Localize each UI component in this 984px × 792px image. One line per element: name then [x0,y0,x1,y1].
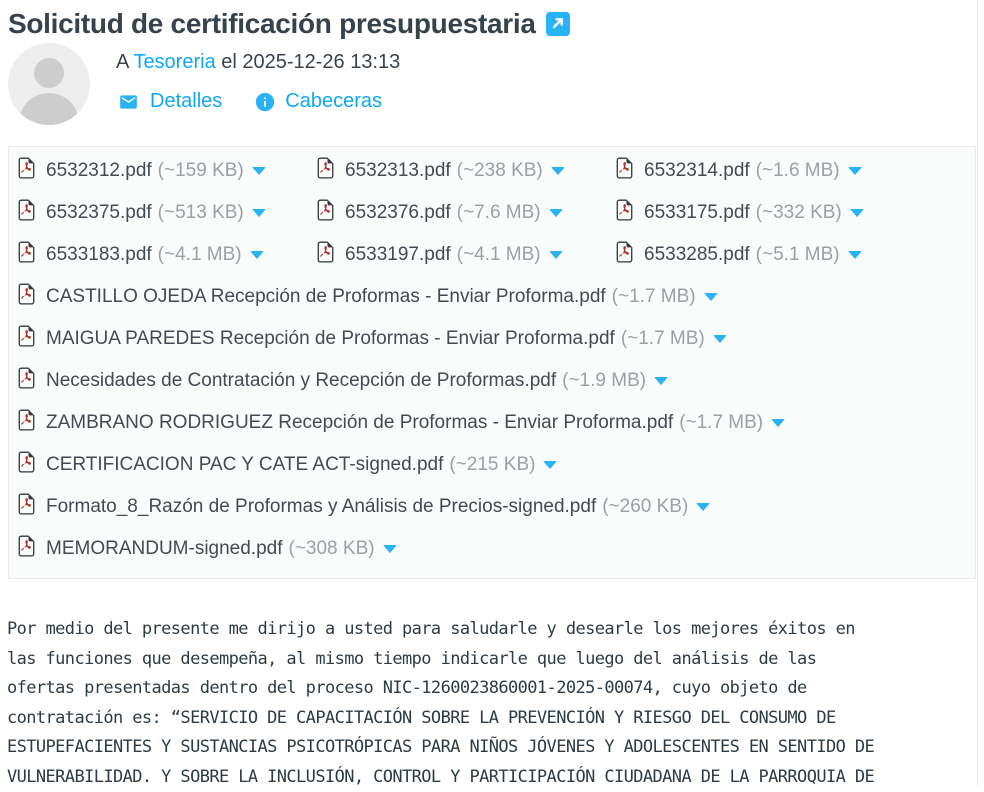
details-button[interactable] [116,90,222,113]
attachment-size: (~332 KB) [756,202,842,224]
attachment-name[interactable]: MAIGUA PAREDES Recepción de Proformas - Enviar Proforma.pdf [46,328,615,350]
attachment-size: (~1.7 MB) [679,412,763,434]
attachment-item[interactable] [612,150,911,192]
avatar-shoulders-icon [19,93,79,125]
attachment-size: (~260 KB) [602,496,688,518]
attachment-item[interactable] [14,192,313,234]
pdf-file-icon [16,407,37,439]
pdf-file-icon [16,155,37,187]
chevron-down-icon[interactable] [549,251,563,259]
attachment-size: (~4.1 MB) [457,244,541,266]
avatar-head-icon [34,58,64,88]
attachment-name[interactable]: 6533175.pdf [644,202,750,224]
message-header [0,0,984,39]
attachment-size: (~513 KB) [158,202,244,224]
open-in-new-icon [550,15,566,34]
attachment-item[interactable] [14,402,970,444]
attachment-name[interactable]: 6532313.pdf [345,160,451,182]
attachment-item[interactable] [14,150,313,192]
chevron-down-icon[interactable] [696,503,710,511]
attachment-item[interactable] [313,234,612,276]
attachment-size: (~1.9 MB) [562,370,646,392]
chevron-down-icon[interactable] [704,293,718,301]
envelope-icon [116,92,141,112]
attachment-item[interactable] [14,318,970,360]
chevron-down-icon[interactable] [654,377,668,385]
attachment-size: (~5.1 MB) [756,244,840,266]
attachment-name[interactable]: 6532314.pdf [644,160,750,182]
chevron-down-icon[interactable] [850,209,864,217]
attachment-name[interactable]: ZAMBRANO RODRIGUEZ Recepción de Proformas - Enviar Proforma.pdf [46,412,673,434]
body-text-line: VULNERABILIDAD. Y SOBRE LA INCLUSIÓN, CONTROL Y PARTICIPACIÓN CIUDADANA DE LA PARROQUIA DE [7,763,984,792]
chevron-down-icon[interactable] [383,545,397,553]
message-subject: Solicitud de certificación presupuestaria [8,9,536,39]
attachment-item[interactable] [612,234,911,276]
pdf-file-icon [16,449,37,481]
attachment-size: (~1.6 MB) [756,160,840,182]
attachment-size: (~1.7 MB) [621,328,705,350]
avatar [8,43,90,125]
chevron-down-icon[interactable] [252,167,266,175]
body-text-line: Por medio del presente me dirijo a usted para saludarle y desearle los mejores éxitos en [7,615,984,645]
pdf-file-icon [16,365,37,397]
chevron-down-icon[interactable] [551,167,565,175]
pdf-file-icon [16,323,37,355]
attachment-item[interactable] [14,528,970,570]
chevron-down-icon[interactable] [848,167,862,175]
attachments-list [8,146,976,579]
attachment-item[interactable] [14,276,970,318]
attachment-size: (~159 KB) [158,160,244,182]
pdf-file-icon [614,239,635,271]
chevron-down-icon[interactable] [252,209,266,217]
attachment-item[interactable] [14,486,970,528]
attachment-name[interactable]: 6532312.pdf [46,160,152,182]
attachment-name[interactable]: MEMORANDUM-signed.pdf [46,538,283,560]
attachment-item[interactable] [14,360,970,402]
pdf-file-icon [614,155,635,187]
info-icon [254,91,276,113]
pdf-file-icon [315,197,336,229]
chevron-down-icon[interactable] [543,461,557,469]
attachment-item[interactable] [14,444,970,486]
attachment-name[interactable]: 6532375.pdf [46,202,152,224]
to-prefix: A [116,51,133,73]
open-in-new-button[interactable] [546,12,570,36]
attachment-size: (~238 KB) [457,160,543,182]
attachment-size: (~1.7 MB) [612,286,696,308]
details-label: Detalles [150,90,222,113]
message-actions [116,90,400,113]
body-text-line: ofertas presentadas dentro del proceso NIC-1260023860001-2025-00074, cuyo objeto de [7,674,984,704]
attachment-name[interactable]: 6533183.pdf [46,244,152,266]
pdf-file-icon [315,155,336,187]
pdf-file-icon [16,491,37,523]
sender-block [0,39,984,125]
sender-info [116,43,400,113]
attachment-name[interactable]: 6533197.pdf [345,244,451,266]
sender-line [116,50,400,74]
attachment-size: (~4.1 MB) [158,244,242,266]
pdf-file-icon [315,239,336,271]
attachment-size: (~215 KB) [449,454,535,476]
pdf-file-icon [16,239,37,271]
pdf-file-icon [16,197,37,229]
date-text: el 2025-12-26 13:13 [221,51,400,73]
attachment-item[interactable] [313,192,612,234]
attachment-name[interactable]: 6532376.pdf [345,202,451,224]
chevron-down-icon[interactable] [771,419,785,427]
attachment-item[interactable] [313,150,612,192]
pane-divider [977,0,978,785]
chevron-down-icon[interactable] [549,209,563,217]
attachment-name[interactable]: CERTIFICACION PAC Y CATE ACT-signed.pdf [46,454,443,476]
attachment-name[interactable]: Necesidades de Contratación y Recepción de Proformas.pdf [46,370,556,392]
body-text-line: las funciones que desempeña, al mismo tiempo indicarle que luego del análisis de las [7,645,984,675]
message-body [7,615,984,792]
body-text-line: contratación es: “SERVICIO DE CAPACITACIÓN SOBRE LA PREVENCIÓN Y RIESGO DEL CONSUMO DE [7,704,984,734]
body-text-line: ESTUPEFACIENTES Y SUSTANCIAS PSICOTRÓPICAS PARA NIÑOS JÓVENES Y ADOLESCENTES EN SENTIDO DE [7,733,984,763]
attachment-item[interactable] [14,234,313,276]
chevron-down-icon[interactable] [250,251,264,259]
attachment-size: (~7.6 MB) [457,202,541,224]
attachment-size: (~308 KB) [289,538,375,560]
attachment-name[interactable]: 6533285.pdf [644,244,750,266]
chevron-down-icon[interactable] [848,251,862,259]
pdf-file-icon [614,197,635,229]
pdf-file-icon [16,281,37,313]
attachment-item[interactable] [612,192,911,234]
pdf-file-icon [16,533,37,565]
recipient-link[interactable]: Tesoreria [133,51,221,73]
headers-button[interactable] [254,90,382,113]
attachment-name[interactable]: CASTILLO OJEDA Recepción de Proformas - Enviar Proforma.pdf [46,286,606,308]
attachment-name[interactable]: Formato_8_Razón de Proformas y Análisis de Precios-signed.pdf [46,496,596,518]
headers-label: Cabeceras [285,90,382,113]
chevron-down-icon[interactable] [713,335,727,343]
